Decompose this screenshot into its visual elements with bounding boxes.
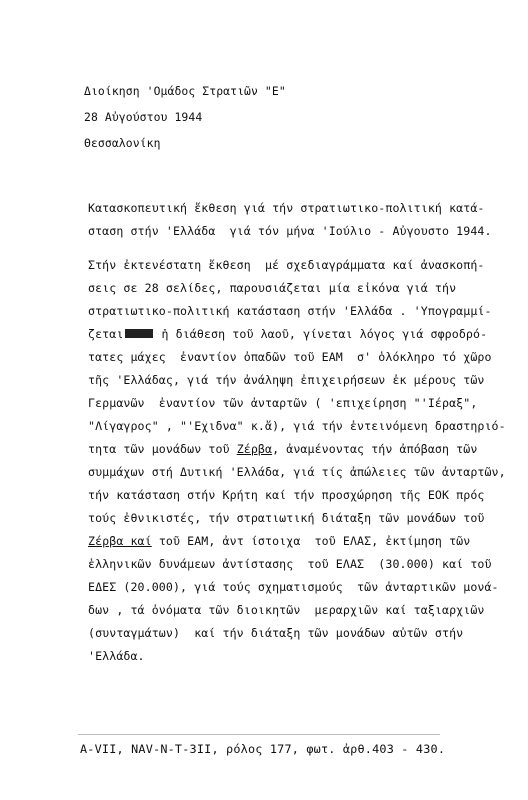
body-line-6: τῆς 'Ελλάδας, γιά τήν ἀνάληψη ἐπιχειρήσεων ἐκ μέρους τῶν xyxy=(88,373,485,387)
body-line-14: ἑλληνικῶν δυνάμεων ἀντίστασης τοῦ ΕΛΑΣ (30.000) καί τοῦ xyxy=(88,557,492,571)
header-city: Θεσσαλονίκη xyxy=(84,136,161,150)
archive-reference: A-VII, NAV-N-T-3II, ρόλος 177, φωτ. ἀρθ.403 - 430. xyxy=(80,742,446,756)
body-line-9-end: , ἀναμένοντας τήν ἀπόβαση τῶν xyxy=(272,442,478,456)
underlined-name-zerva: Ζέρβα xyxy=(236,442,273,456)
body-line-11: τήν κατάσταση στήν Κρήτη καί τήν προσχώρηση τῆς ΕΟΚ πρός xyxy=(88,488,485,502)
body-line-16: δων , τά ὀνόματα τῶν διοικητῶν μεραρχιῶν καί ταξιαρχιῶν xyxy=(88,603,485,617)
body-line-9-start: τητα τῶν μονάδων τοῦ xyxy=(88,442,237,456)
body-line-4-start: ζεται xyxy=(88,327,124,341)
body-line-17: (συνταγμάτων) καί τήν διάταξη τῶν μονάδων αὐτῶν στήν xyxy=(88,626,464,640)
body-line-9 xyxy=(88,442,477,456)
redaction-mark xyxy=(125,329,153,338)
footer-divider xyxy=(78,734,440,735)
header-date: 28 Αὐγούστου 1944 xyxy=(84,110,203,124)
body-line-13-end: τοῦ ΕΑΜ, ἀντ ίστοιχα τοῦ ΕΛΑΣ, ἐκτίμηση τῶν xyxy=(151,534,471,548)
body-line-10: συμμάχων στή Δυτική 'Ελλάδα, γιά τίς ἀπώλειες τῶν ἀνταρτῶν, xyxy=(88,465,506,479)
body-line-2: σεις σε 28 σελίδες, παρουσιάζεται μία εἰκόνα γιά τήν xyxy=(88,281,457,295)
header-command: Διοίκηση 'Ομάδος Στρατιῶν "Ε" xyxy=(84,84,286,98)
body-line-8: "Λίγαγρος" , "'Εχιδνα" κ.ἄ), γιά τήν ἐντεινόμενη δραστηριό- xyxy=(88,419,506,433)
body-line-12: τούς ἐθνικιστές, τήν στρατιωτική διάταξη τῶν μονάδων τοῦ xyxy=(88,511,485,525)
report-title-line-1: Κατασκοπευτική ἔκθεση γιά τήν στρατιωτικο-πολιτική κατά- xyxy=(88,201,485,215)
body-line-3: στρατιωτικο-πολιτική κατάσταση στήν 'Ελλάδα . 'Υπογραμμί- xyxy=(88,304,492,318)
body-line-13 xyxy=(88,534,470,548)
report-title-line-2: σταση στήν 'Ελλάδα γιά τόν μήνα 'Ιούλιο - Αὐγουστο 1944. xyxy=(88,224,492,238)
underlined-zerva-and: Ζέρβα καί xyxy=(88,534,152,548)
body-line-15: ΕΔΕΣ (20.000), γιά τούς σχηματισμούς τῶν ἀνταρτικῶν μονά- xyxy=(88,580,499,594)
body-line-5: τατες μάχες ἐναντίον ὀπαδῶν τοῦ ΕΑΜ σ' ὁλόκληρο τό χῶρο xyxy=(88,350,492,364)
body-line-4-end: ἡ διάθεση τοῦ λαοῦ, γίνεται λόγος γιά σφροδρό- xyxy=(154,327,488,341)
body-line-4 xyxy=(88,327,487,341)
body-line-18: 'Ελλάδα. xyxy=(88,649,145,663)
body-line-1: Στήν ἐκτενέστατη ἔκθεση μέ σχεδιαγράμματα καί ἀνασκοπή- xyxy=(88,258,485,272)
body-line-7: Γερμανῶν ἐναντίον τῶν ἀνταρτῶν ( 'επιχείρηση "'Ιέραξ", xyxy=(88,396,478,410)
